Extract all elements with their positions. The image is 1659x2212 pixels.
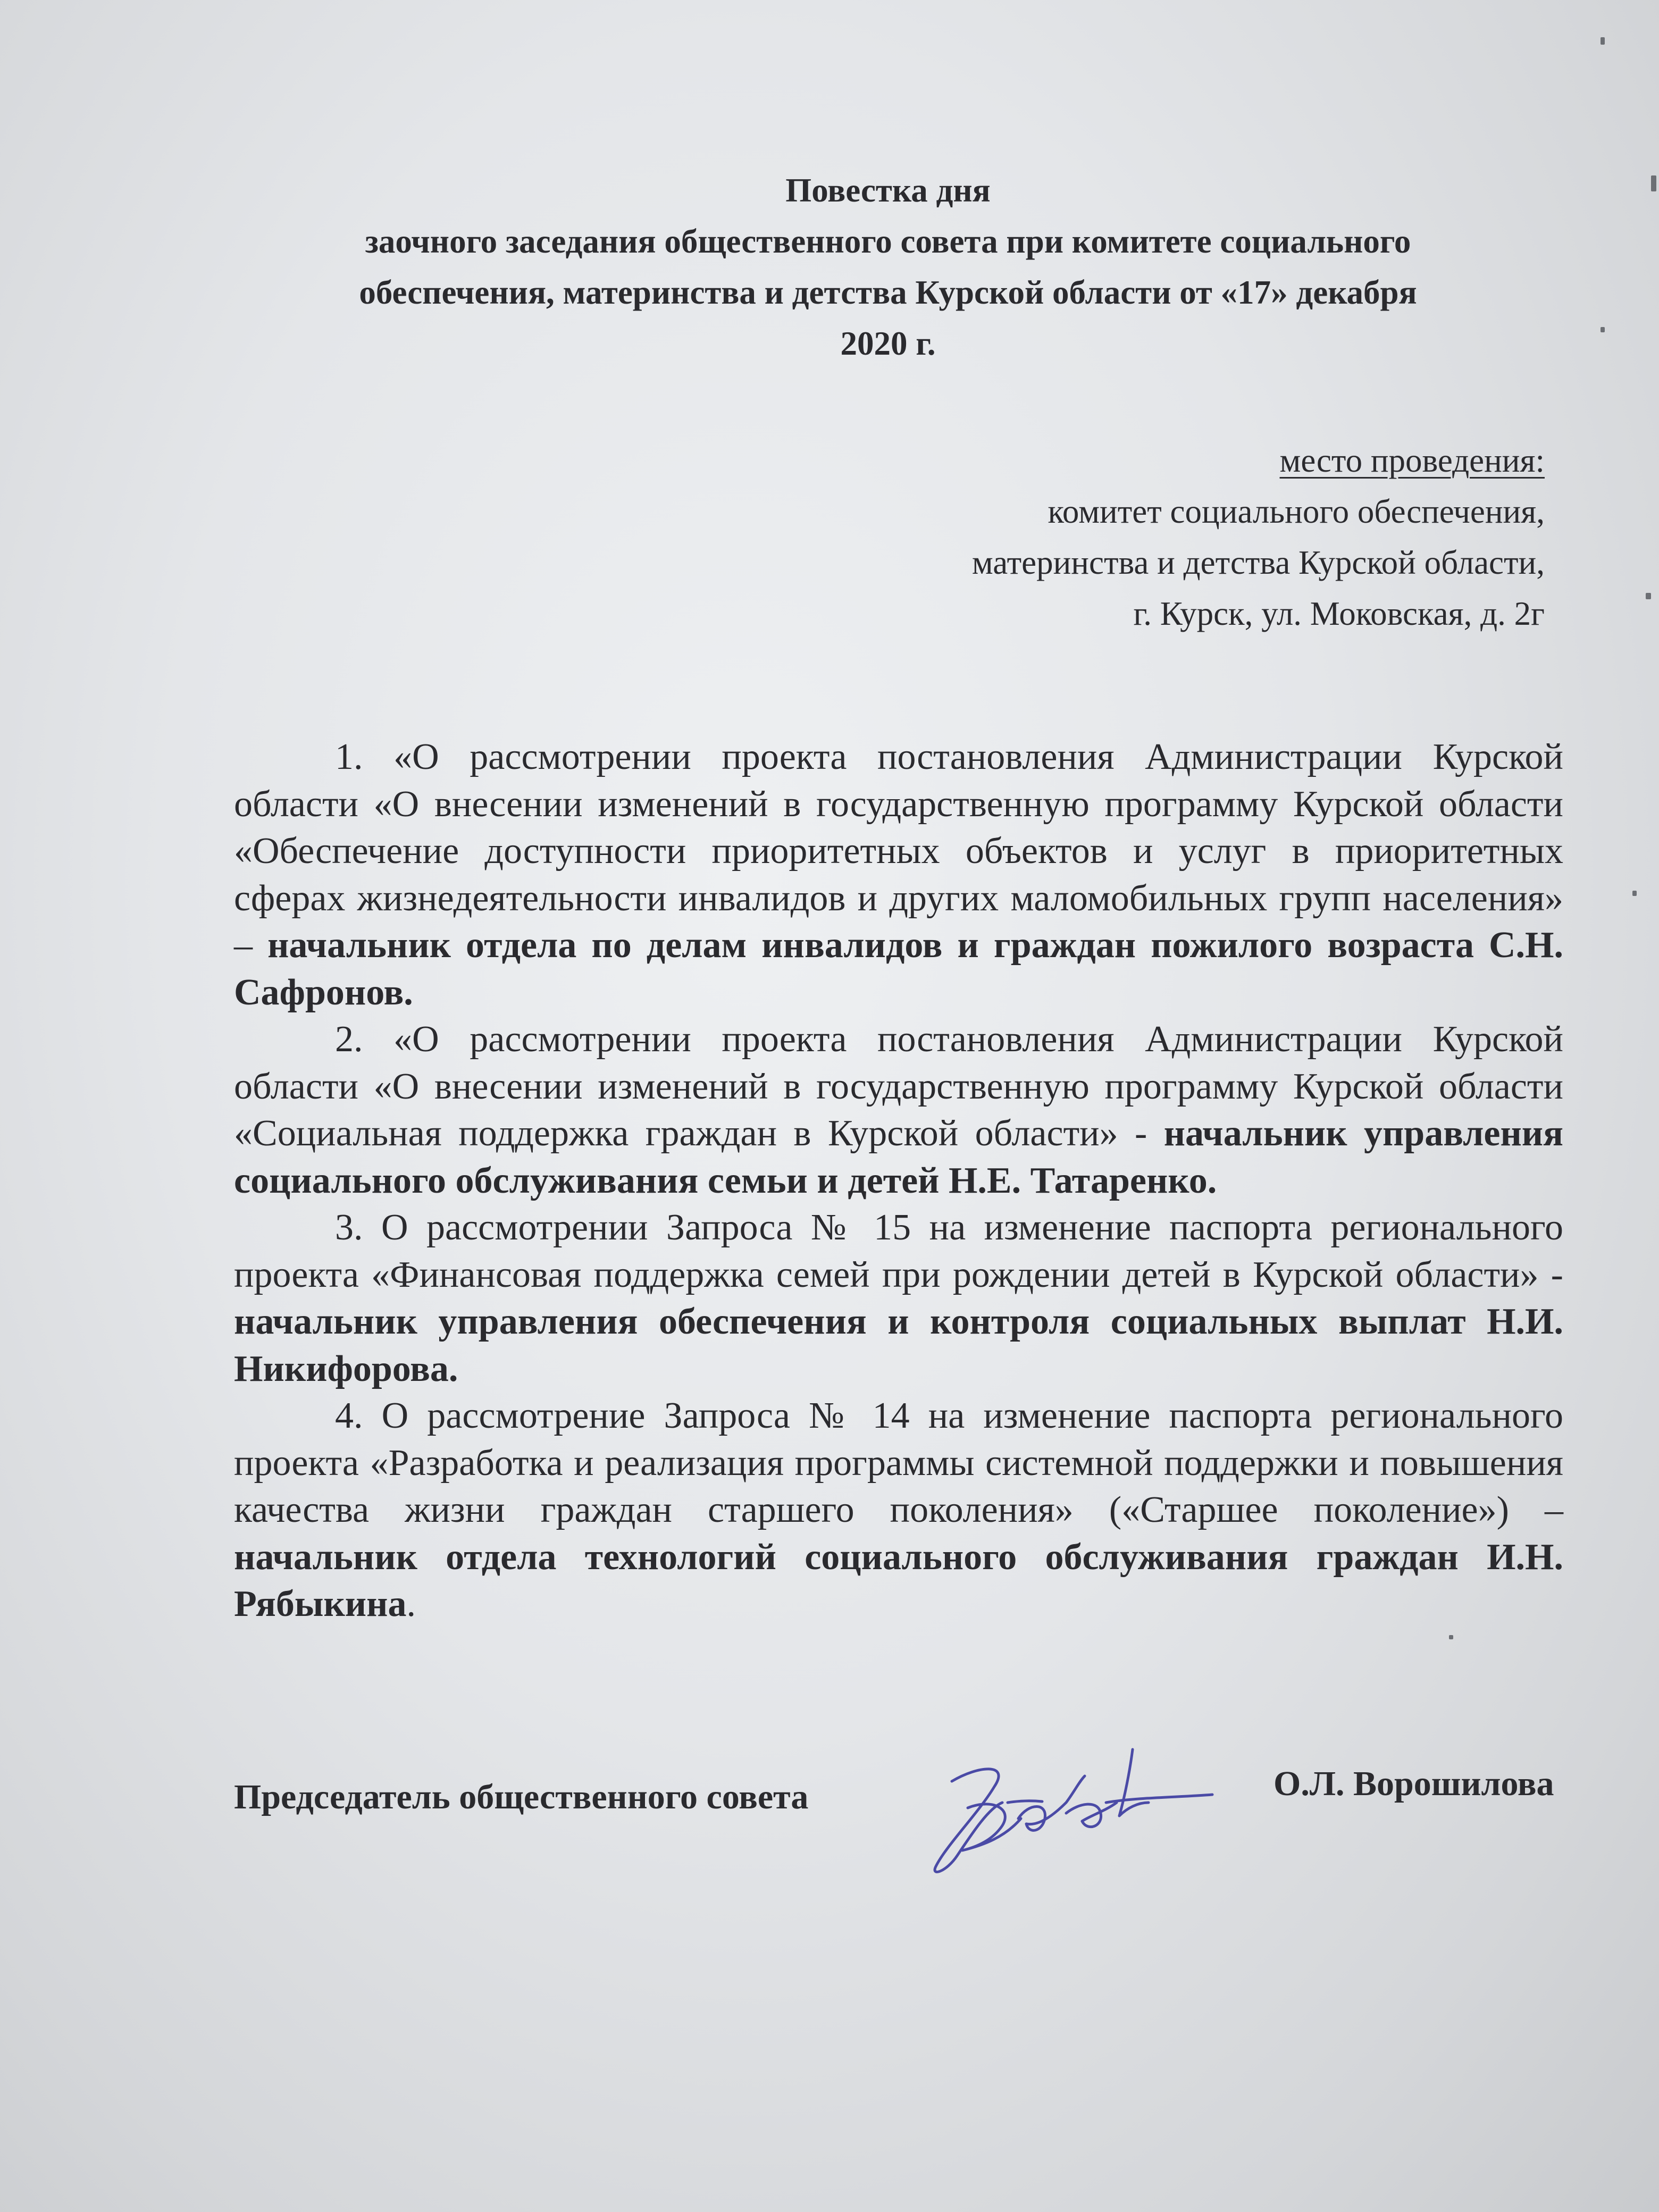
venue-line: комитет социального обеспечения, xyxy=(1048,493,1545,530)
agenda-item xyxy=(234,1393,1563,1628)
agenda-list xyxy=(234,734,1563,1628)
document-subtitle-line: обеспечения, материнства и детства Курской области от «17» декабря xyxy=(359,274,1417,311)
agenda-item-speaker: начальник отдела технологий социального обслуживания граждан И.Н. Рябыкина xyxy=(234,1536,1563,1624)
agenda-item xyxy=(234,1204,1563,1393)
venue-block xyxy=(694,435,1545,639)
scan-speck xyxy=(1651,175,1656,191)
scan-speck xyxy=(1646,593,1651,599)
venue-line: материнства и детства Курской области, xyxy=(971,544,1545,581)
agenda-item-text: 2. «О рассмотрении проекта постановления Администрации Курской области «О внесении изменений в государственную программу Курской области «Социальная поддержка граждан в Курской области» - xyxy=(234,1019,1563,1154)
document-title: Повестка дня xyxy=(785,172,991,209)
agenda-item-text: 4. О рассмотрение Запроса № 14 на изменение паспорта регионального проекта «Разработка и реализация программы системной поддержки и повышения качества жизни граждан старшего поколения» («Старшее поколение») – xyxy=(234,1395,1563,1530)
signatory-name: О.Л. Ворошилова xyxy=(1273,1764,1554,1803)
venue-line: г. Курск, ул. Моковская, д. 2г xyxy=(1133,595,1545,632)
scan-speck xyxy=(1449,1635,1453,1639)
agenda-item-tail: . xyxy=(406,1583,416,1624)
document-subtitle-line: 2020 г. xyxy=(840,325,936,362)
agenda-item xyxy=(234,1016,1563,1204)
handwritten-signature xyxy=(915,1723,1244,1882)
scan-speck xyxy=(1601,327,1605,332)
scan-speck xyxy=(1601,37,1605,45)
agenda-item xyxy=(234,734,1563,1016)
agenda-item-speaker: начальник управления обеспечения и контроля социальных выплат Н.И. Никифорова. xyxy=(234,1301,1563,1389)
document-header xyxy=(234,165,1542,369)
agenda-item-speaker: начальник отдела по делам инвалидов и граждан пожилого возраста С.Н. Сафронов. xyxy=(234,925,1564,1013)
document-subtitle-line: заочного заседания общественного совета при комитете социального xyxy=(365,223,1411,260)
scan-speck xyxy=(1632,891,1637,896)
venue-label: место проведения: xyxy=(1279,442,1545,479)
signatory-title: Председатель общественного совета xyxy=(234,1778,809,1816)
agenda-item-speaker: начальник управления социального обслуживания семьи и детей Н.Е. Татаренко. xyxy=(234,1113,1563,1201)
agenda-item-text: 1. «О рассмотрении проекта постановления Администрации Курской области «О внесении изменений в государственную программу Курской области «Обеспечение доступности приоритетных объектов и услуг в приоритетных сферах жизнедеятельности инвалидов и других маломобильных групп населения» – xyxy=(234,736,1563,966)
agenda-item-text: 3. О рассмотрении Запроса № 15 на изменение паспорта регионального проекта «Финансовая поддержка семей при рождении детей в Курской области» - xyxy=(234,1207,1563,1295)
